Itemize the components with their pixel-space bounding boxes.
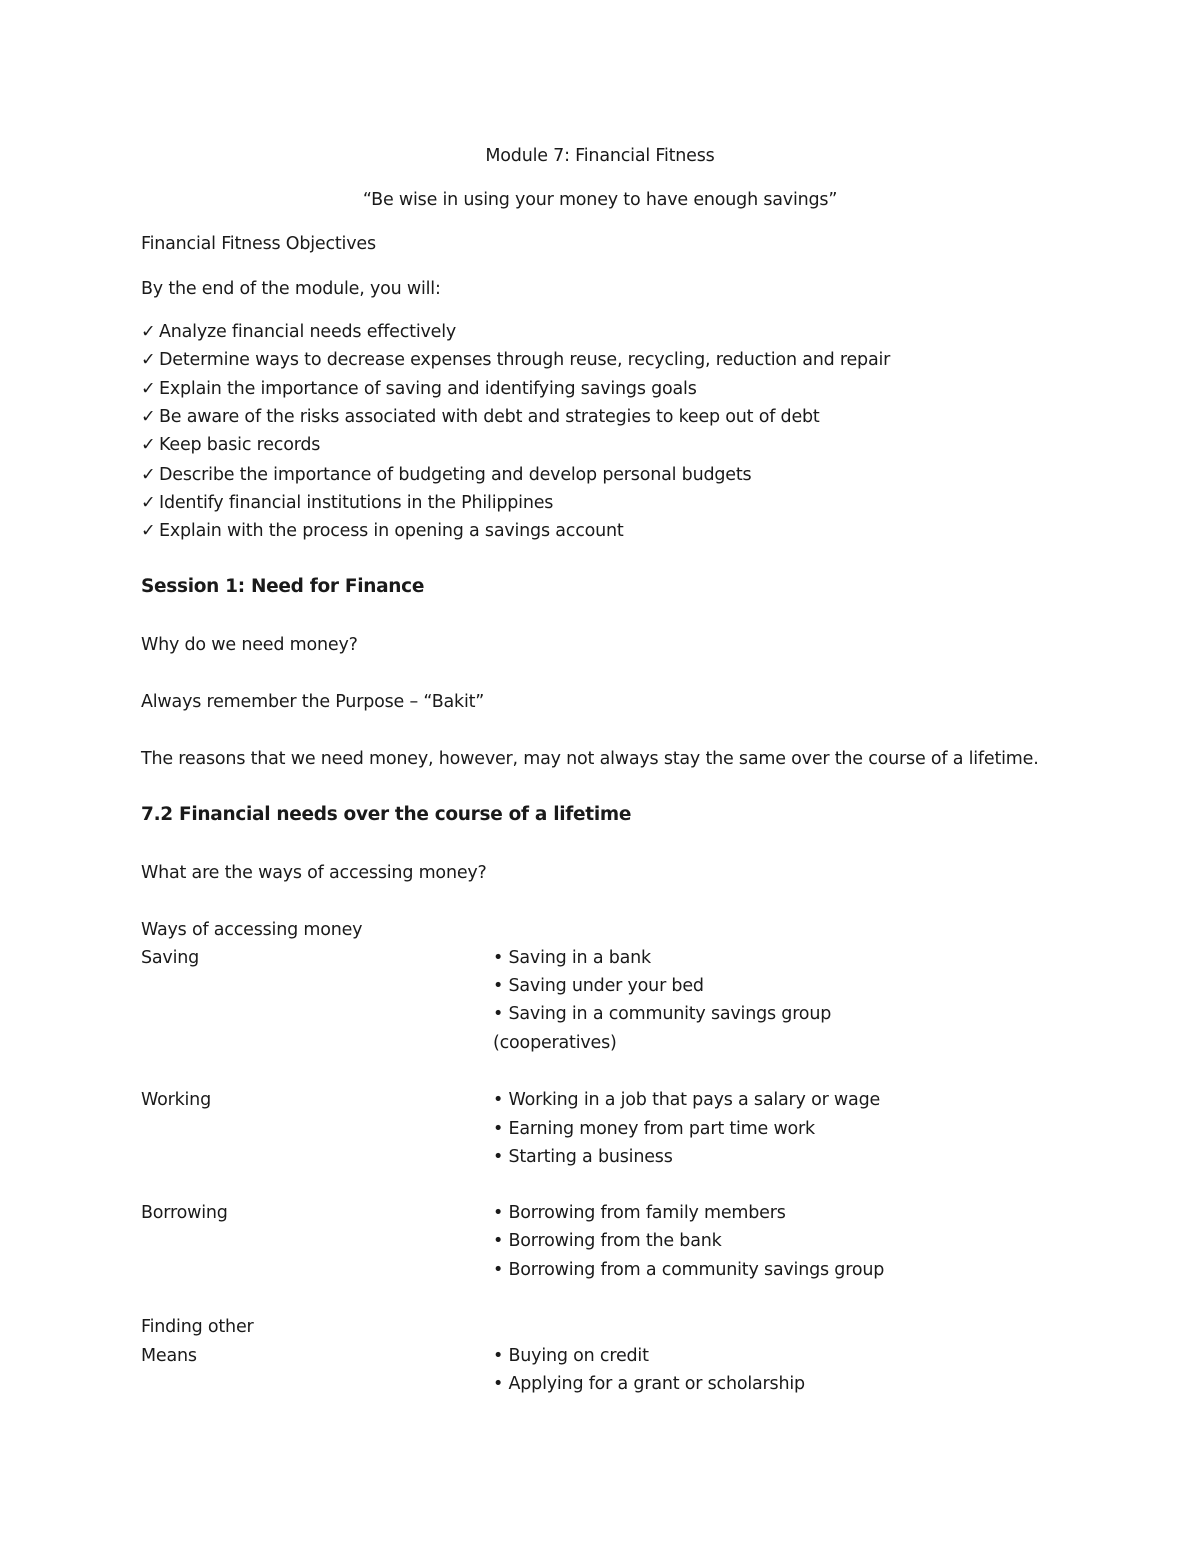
check-icon: ✓ xyxy=(141,407,156,427)
list-item: • Starting a business xyxy=(493,1147,673,1167)
check-icon: ✓ xyxy=(141,465,156,485)
list-item: • Borrowing from family members xyxy=(493,1203,786,1223)
objectives-heading: Financial Fitness Objectives xyxy=(141,234,376,254)
check-icon: ✓ xyxy=(141,350,156,370)
objective-item: ✓ Keep basic records xyxy=(141,435,321,455)
list-item: (cooperatives) xyxy=(493,1033,617,1053)
objectives-intro: By the end of the module, you will: xyxy=(141,279,441,299)
list-item: • Saving in a community savings group xyxy=(493,1004,832,1024)
module-title: Module 7: Financial Fitness xyxy=(485,146,715,166)
session1-question: Why do we need money? xyxy=(141,635,358,655)
check-icon: ✓ xyxy=(141,435,156,455)
list-item: • Applying for a grant or scholarship xyxy=(493,1374,805,1394)
session1-purpose: Always remember the Purpose – “Bakit” xyxy=(141,692,485,712)
objective-item: ✓ Describe the importance of budgeting and develop personal budgets xyxy=(141,465,752,485)
list-item: • Working in a job that pays a salary or wage xyxy=(493,1090,881,1110)
row-label: Saving xyxy=(141,948,200,968)
objective-item: ✓ Explain with the process in opening a savings account xyxy=(141,521,624,541)
ways-table-heading: Ways of accessing money xyxy=(141,920,363,940)
check-icon: ✓ xyxy=(141,521,156,541)
row-label: Finding other xyxy=(141,1317,254,1337)
list-item: • Borrowing from a community savings group xyxy=(493,1260,885,1280)
objective-item: ✓ Be aware of the risks associated with debt and strategies to keep out of debt xyxy=(141,407,820,427)
module-quote: “Be wise in using your money to have enough savings” xyxy=(362,190,838,210)
objective-item: ✓ Explain the importance of saving and identifying savings goals xyxy=(141,379,697,399)
list-item: • Saving under your bed xyxy=(493,976,704,996)
row-label: Means xyxy=(141,1346,197,1366)
row-label: Working xyxy=(141,1090,211,1110)
objective-item: ✓ Determine ways to decrease expenses through reuse, recycling, reduction and repair xyxy=(141,350,891,370)
check-icon: ✓ xyxy=(141,322,156,342)
session1-reasons: The reasons that we need money, however, may not always stay the same over the course of a lifetime. xyxy=(141,749,1039,769)
section-7-2-question: What are the ways of accessing money? xyxy=(141,863,487,883)
check-icon: ✓ xyxy=(141,493,156,513)
list-item: • Earning money from part time work xyxy=(493,1119,815,1139)
section-7-2-heading: 7.2 Financial needs over the course of a lifetime xyxy=(141,804,632,825)
row-label: Borrowing xyxy=(141,1203,228,1223)
list-item: • Saving in a bank xyxy=(493,948,651,968)
list-item: • Borrowing from the bank xyxy=(493,1231,722,1251)
objective-item: ✓ Identify financial institutions in the Philippines xyxy=(141,493,554,513)
session1-heading: Session 1: Need for Finance xyxy=(141,576,425,597)
list-item: • Buying on credit xyxy=(493,1346,649,1366)
check-icon: ✓ xyxy=(141,379,156,399)
objective-item: ✓ Analyze financial needs effectively xyxy=(141,322,457,342)
